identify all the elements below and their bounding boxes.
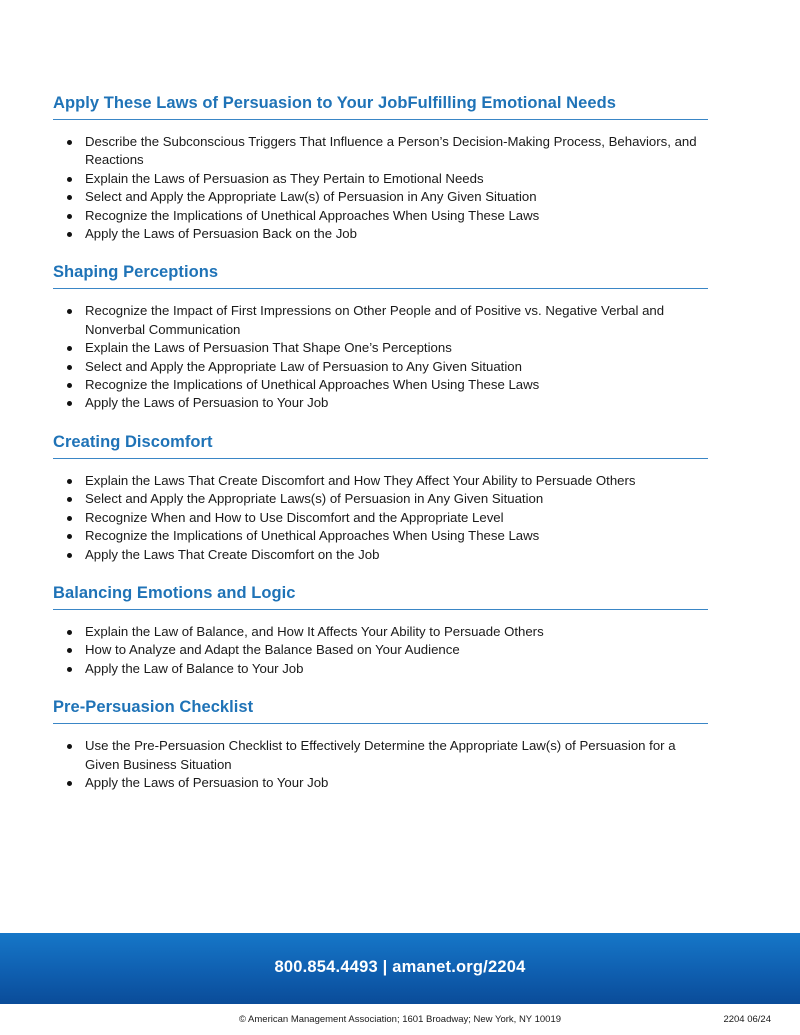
list-item: Recognize When and How to Use Discomfort and the Appropriate Level <box>85 509 708 527</box>
footer-contact: 800.854.4493 | amanet.org/2204 <box>274 958 526 976</box>
course-outline <box>53 94 708 812</box>
list-item: Select and Apply the Appropriate Law of Persuasion to Any Given Situation <box>85 358 708 376</box>
list-item: Select and Apply the Appropriate Laws(s) of Persuasion in Any Given Situation <box>85 490 708 508</box>
list-item: Apply the Laws That Create Discomfort on the Job <box>85 546 708 564</box>
list-item: Explain the Laws That Create Discomfort and How They Affect Your Ability to Persuade Others <box>85 472 708 490</box>
list-item: Recognize the Implications of Unethical Approaches When Using These Laws <box>85 376 708 394</box>
bullet-list <box>53 737 708 792</box>
section-1 <box>53 94 708 243</box>
list-item: Apply the Laws of Persuasion to Your Job <box>85 774 708 792</box>
list-item: Recognize the Implications of Unethical Approaches When Using These Laws <box>85 527 708 545</box>
section-title: Apply These Laws of Persuasion to Your JobFulfilling Emotional Needs <box>53 94 708 120</box>
section-title: Shaping Perceptions <box>53 263 708 289</box>
document-code: 2204 06/24 <box>723 1014 771 1025</box>
list-item: Explain the Law of Balance, and How It Affects Your Ability to Persuade Others <box>85 623 708 641</box>
bullet-list <box>53 133 708 243</box>
section-title: Creating Discomfort <box>53 433 708 459</box>
bullet-list <box>53 302 708 412</box>
bullet-list <box>53 623 708 678</box>
section-3 <box>53 433 708 564</box>
list-item: Apply the Laws of Persuasion Back on the Job <box>85 225 708 243</box>
list-item: Recognize the Impact of First Impressions on Other People and of Positive vs. Negative Verbal and Nonverbal Communication <box>85 302 708 339</box>
list-item: Use the Pre-Persuasion Checklist to Effectively Determine the Appropriate Law(s) of Persuasion for a Given Business Situation <box>85 737 708 774</box>
list-item: Select and Apply the Appropriate Law(s) of Persuasion in Any Given Situation <box>85 188 708 206</box>
list-item: Explain the Laws of Persuasion as They Pertain to Emotional Needs <box>85 170 708 188</box>
list-item: Explain the Laws of Persuasion That Shape One’s Perceptions <box>85 339 708 357</box>
list-item: Recognize the Implications of Unethical Approaches When Using These Laws <box>85 207 708 225</box>
list-item: Apply the Laws of Persuasion to Your Job <box>85 394 708 412</box>
list-item: How to Analyze and Adapt the Balance Based on Your Audience <box>85 641 708 659</box>
section-title: Pre-Persuasion Checklist <box>53 698 708 724</box>
section-2 <box>53 263 708 412</box>
bullet-list <box>53 472 708 564</box>
section-5 <box>53 698 708 792</box>
list-item: Describe the Subconscious Triggers That Influence a Person’s Decision-Making Process, Behaviors, and Reactions <box>85 133 708 170</box>
list-item: Apply the Law of Balance to Your Job <box>85 660 708 678</box>
section-title: Balancing Emotions and Logic <box>53 584 708 610</box>
copyright-notice: © American Management Association; 1601 Broadway; New York, NY 10019 <box>238 1014 562 1025</box>
section-4 <box>53 584 708 678</box>
